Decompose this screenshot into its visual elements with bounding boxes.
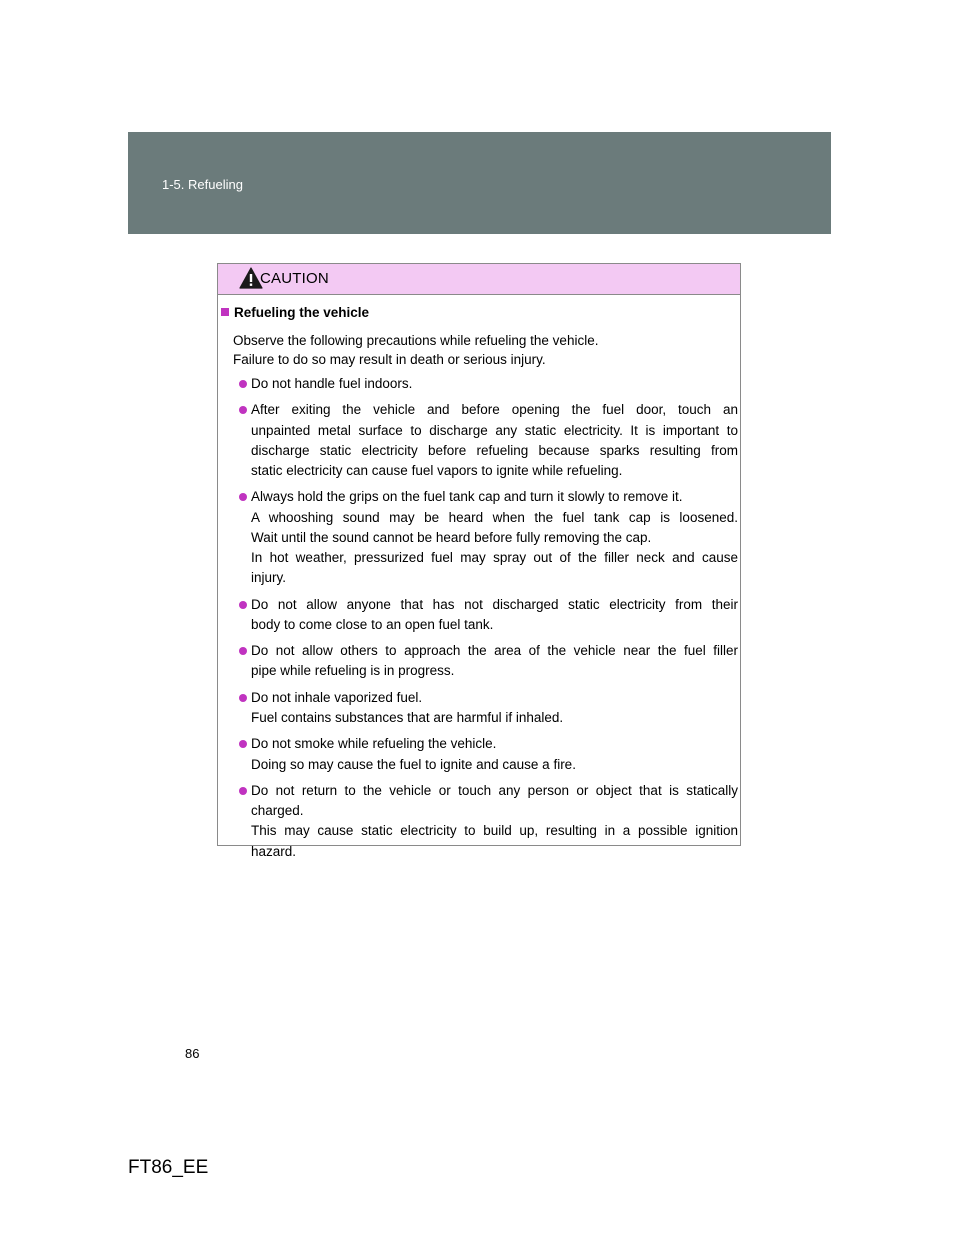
round-bullet-icon	[239, 694, 247, 702]
precaution-line: Fuel contains substances that are harmful if inhaled.	[251, 709, 564, 725]
round-bullet-icon	[239, 380, 247, 388]
precaution-line: A whooshing sound may be heard when the fuel tank cap is loosened.	[251, 509, 738, 525]
precaution-line: Doing so may cause the fuel to ignite and cause a fire.	[251, 756, 576, 772]
caution-header	[218, 264, 740, 295]
precaution-line: In hot weather, pressurized fuel may spray out of the filler neck and cause	[251, 550, 738, 565]
precaution-line: pipe while refueling is in progress.	[251, 663, 455, 679]
intro-line: Failure to do so may result in death or serious injury.	[233, 352, 546, 367]
precaution-line: charged.	[251, 803, 304, 819]
precaution-line: Do not handle fuel indoors.	[251, 376, 413, 391]
precaution-item	[239, 595, 738, 635]
precaution-line: After exiting the vehicle and before opening the fuel door, touch an	[251, 402, 738, 418]
caution-box	[217, 263, 741, 859]
intro-line: Observe the following precautions while refueling the vehicle.	[233, 333, 599, 348]
section-title: 1-5. Refueling	[162, 177, 243, 192]
precaution-line: Wait until the sound cannot be heard before fully removing the cap.	[251, 529, 652, 545]
round-bullet-icon	[239, 601, 247, 609]
precaution-line: body to come close to an open fuel tank.	[251, 616, 494, 632]
precaution-list	[239, 374, 738, 868]
precaution-line: Do not allow others to approach the area of the vehicle near the fuel filler	[251, 643, 738, 659]
precaution-line: hazard.	[251, 843, 297, 859]
round-bullet-icon	[239, 406, 247, 414]
precaution-item	[239, 400, 738, 481]
document-code: FT86_EE	[128, 1157, 209, 1178]
precaution-line: Do not return to the vehicle or touch any person or object that is statically	[251, 782, 738, 798]
precaution-line: injury.	[251, 570, 287, 586]
precaution-item	[239, 641, 738, 681]
precaution-item	[239, 688, 738, 728]
precaution-line: Do not inhale vaporized fuel.	[251, 689, 423, 705]
intro-paragraph	[233, 331, 733, 369]
precaution-item	[239, 734, 738, 774]
page-number: 86	[185, 1046, 200, 1061]
precaution-item	[239, 487, 738, 588]
round-bullet-icon	[239, 740, 247, 748]
refueling-heading-text: Refueling the vehicle	[234, 305, 370, 320]
round-bullet-icon	[239, 787, 247, 795]
refueling-heading	[221, 305, 369, 320]
caution-title: CAUTION	[260, 270, 329, 287]
precaution-item	[239, 781, 738, 862]
precaution-line: unpainted metal surface to discharge any static electricity. It is important to	[251, 422, 738, 438]
square-bullet-icon	[221, 308, 229, 316]
section-header-band	[128, 132, 831, 234]
precaution-line: Do not allow anyone that has not discharged static electricity from their	[251, 596, 738, 612]
round-bullet-icon	[239, 493, 247, 501]
precaution-line: Always hold the grips on the fuel tank cap and turn it slowly to remove it.	[251, 489, 683, 505]
precaution-line: static electricity can cause fuel vapors to ignite while refueling.	[251, 463, 623, 478]
precaution-line: discharge static electricity before refueling because sparks resulting from	[251, 442, 738, 458]
precaution-line: Do not smoke while refueling the vehicle.	[251, 736, 497, 752]
round-bullet-icon	[239, 647, 247, 655]
precaution-line: This may cause static electricity to build up, resulting in a possible ignition	[251, 823, 738, 839]
precaution-item	[239, 374, 738, 394]
